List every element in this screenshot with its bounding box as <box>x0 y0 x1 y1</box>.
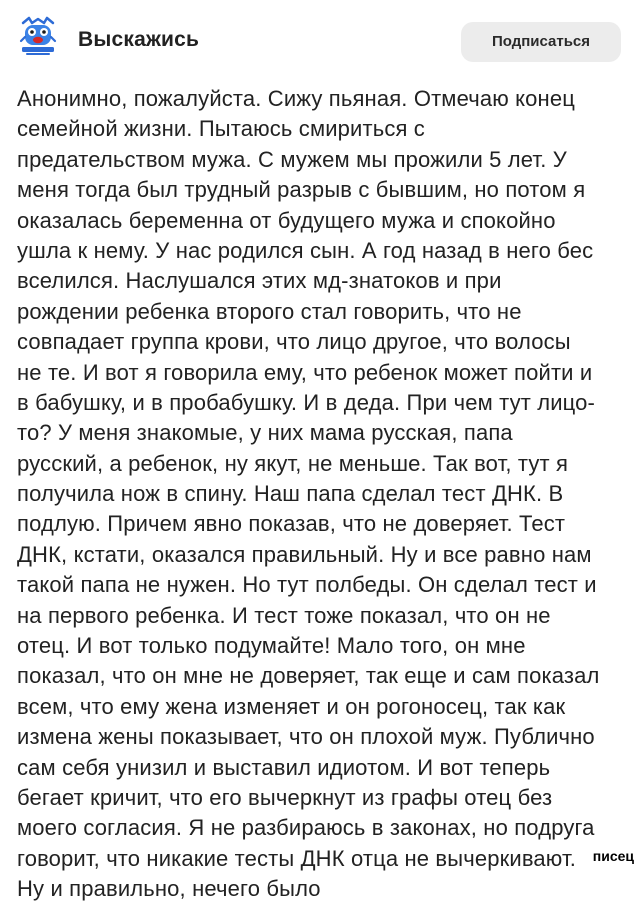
post-text-line: отец. И вот только подумайте! Мало того, он мне <box>17 633 526 659</box>
post-text-line: показал, что он мне не доверяет, так еще и сам показал <box>17 663 600 689</box>
post-text-line: ДНК, кстати, оказался правильный. Ну и все равно нам <box>17 541 592 567</box>
post-text-line: получила нож в спину. Наш папа сделал тест ДНК. В <box>17 481 564 507</box>
site-watermark: писец <box>592 848 634 864</box>
post-text-line: измена жены показывает, что он плохой муж. Публично <box>17 724 595 750</box>
post-text-line: совпадает группа крови, что лицо другое, что волосы <box>17 329 571 355</box>
post-text-line: такой папа не нужен. Но тут полбеды. Он сделал тест и <box>17 572 597 598</box>
subscribe-button[interactable]: Подписаться <box>461 22 621 62</box>
channel-name[interactable]: Выскажись <box>78 28 200 51</box>
post-text-line: ушла к нему. У нас родился сын. А год назад в него бес <box>17 237 594 263</box>
post-text-line: оказалась беременна от будущего мужа и спокойно <box>17 207 556 233</box>
post-text-line: вселился. Наслушался этих мд-знатоков и при <box>17 268 502 294</box>
post-text-line: бегает кричит, что его вычеркнут из графы отец без <box>17 784 553 810</box>
post-text-line: Анонимно, пожалуйста. Сижу пьяная. Отмечаю конец <box>17 86 575 111</box>
post-text-line: говорит, что никакие тесты ДНК отца не вычеркивают. <box>17 845 577 871</box>
post-header <box>0 0 640 80</box>
channel-logo-icon[interactable] <box>16 13 60 57</box>
post-text-line: Ну и правильно, нечего было <box>17 876 321 902</box>
post-text-line: в бабушку, и в пробабушку. И в деда. При чем тут лицо- <box>17 389 596 415</box>
post-text-line: рождении ребенка второго стал говорить, что не <box>17 298 522 324</box>
post-text-line: моего согласия. Я не разбираюсь в законах, но подруга <box>17 815 595 841</box>
post-body <box>17 84 629 902</box>
post-text-line: меня тогда был трудный разрыв с бывшим, но потом я <box>17 177 586 203</box>
post-text-line: сам себя унизил и выставил идиотом. И вот теперь <box>17 754 551 780</box>
post-text-line: семейной жизни. Пытаюсь смириться с <box>17 116 425 142</box>
post-text-line: русский, а ребенок, ну якут, не меньше. Так вот, тут я <box>17 450 569 476</box>
post-text-line: всем, что ему жена изменяет и он рогоносец, так как <box>17 693 566 719</box>
post-text-line: подлую. Причем явно показав, что не доверяет. Тест <box>17 511 566 537</box>
post-text-line: на первого ребенка. И тест тоже показал, что он не <box>17 602 551 628</box>
post-text-line: то? У меня знакомые, у них мама русская, папа <box>17 420 513 446</box>
post-text-line: предательством мужа. С мужем мы прожили 5 лет. У <box>17 146 567 172</box>
post-text-line: не те. И вот я говорила ему, что ребенок может пойти и <box>17 359 593 385</box>
